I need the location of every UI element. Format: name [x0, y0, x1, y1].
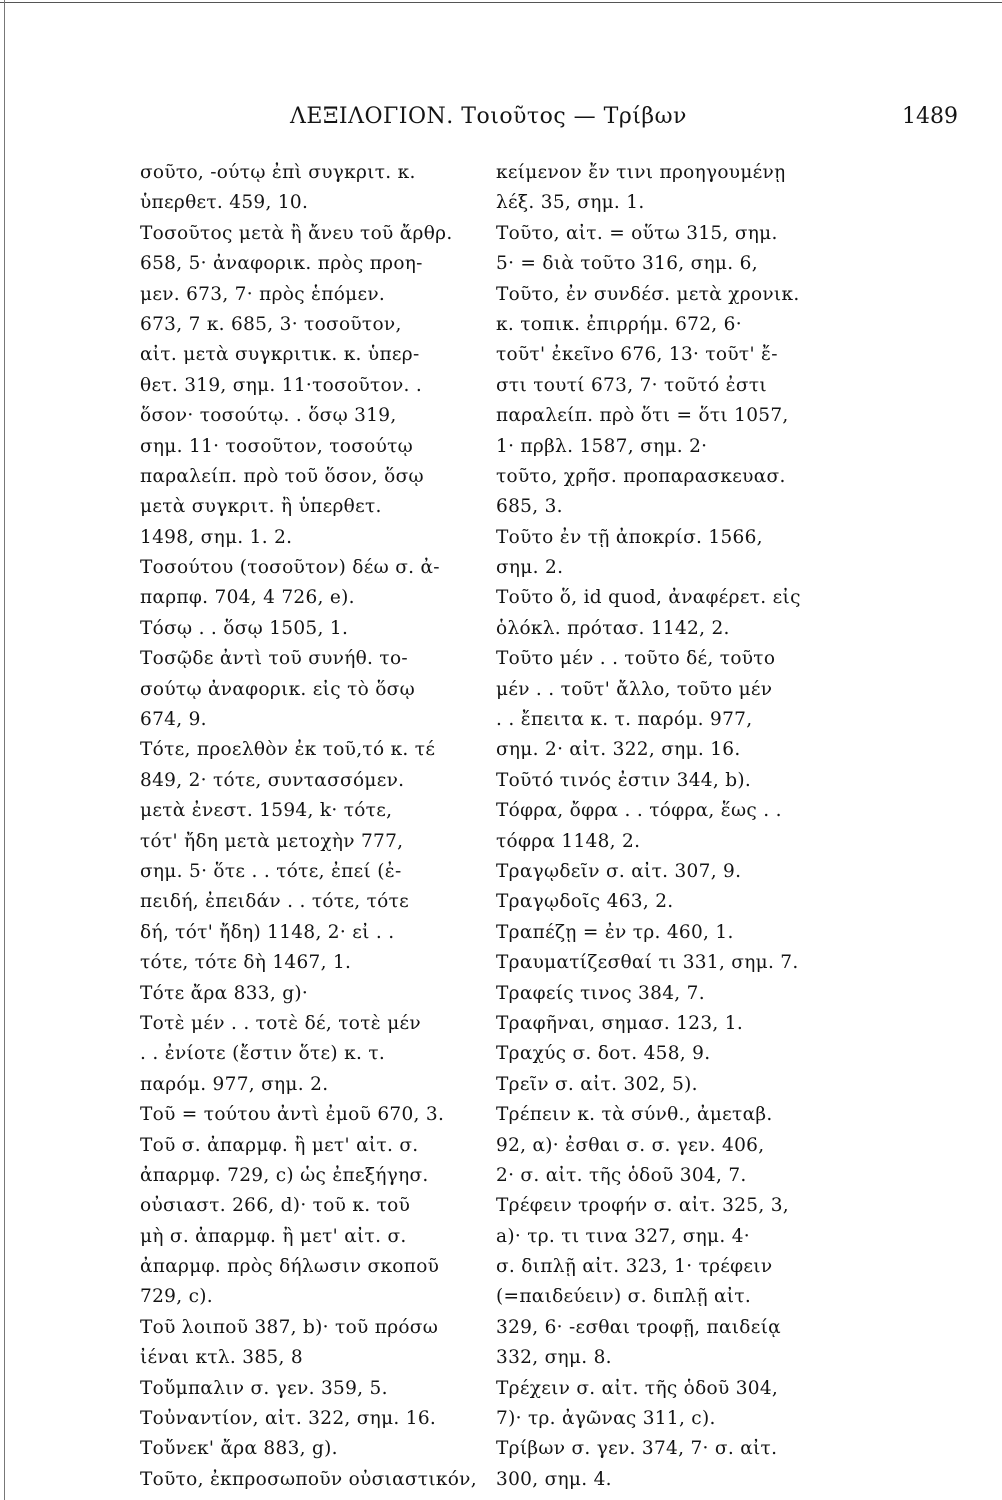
- index-entry-line: Τοσοῦτος μετὰ ἢ ἄνευ τοῦ ἄρθρ.: [140, 222, 453, 244]
- index-entry-line: 7)· τρ. ἀγῶνας 311, c).: [496, 1408, 716, 1430]
- index-entry-line: ἀπαρμφ. πρὸς δήλωσιν σκοποῦ: [140, 1256, 440, 1278]
- index-entry-line: τοῦτ' ἐκεῖνο 676, 13· τοῦτ' ἔ-: [496, 344, 778, 366]
- index-entry-line: Τοῦτο ὅ, id quod, ἀναφέρετ. εἰς: [496, 587, 801, 609]
- index-entry-line: 5· = διὰ τοῦτο 316, σημ. 6,: [496, 253, 758, 275]
- index-entry-line: 332, σημ. 8.: [496, 1347, 612, 1369]
- index-entry-line: Τοῦ σ. ἀπαρμφ. ἢ μετ' αἰτ. σ.: [140, 1134, 419, 1156]
- index-entry-line: Τοὐναντίον, αἰτ. 322, σημ. 16.: [140, 1408, 437, 1430]
- index-entry-line: 1498, σημ. 1. 2.: [140, 526, 293, 548]
- index-entry-line: Τόσῳ . . ὅσῳ 1505, 1.: [140, 617, 349, 639]
- index-entry-line: παρόμ. 977, σημ. 2.: [140, 1073, 329, 1095]
- index-entry-line: ἰέναι κτλ. 385, 8: [140, 1347, 303, 1369]
- index-entry-line: Τοῦτό τινός ἐστιν 344, b).: [496, 769, 752, 791]
- index-entry-line: Τραφείς τινος 384, 7.: [496, 982, 705, 1004]
- page-header: [0, 104, 1002, 140]
- index-entry-line: ὁλόκλ. πρότασ. 1142, 2.: [496, 617, 730, 639]
- index-entry-line: Τοτὲ μέν . . τοτὲ δέ, τοτὲ μέν: [140, 1012, 421, 1034]
- index-entry-line: θετ. 319, σημ. 11·τοσοῦτον. .: [140, 374, 423, 396]
- index-entry-line: λέξ. 35, σημ. 1.: [496, 192, 645, 214]
- index-entry-line: κείμενον ἔν τινι προηγουμένῃ: [496, 162, 786, 183]
- left-column: [140, 158, 500, 1495]
- index-entry-line: 92, α)· ἐσθαι σ. σ. γεν. 406,: [496, 1134, 765, 1156]
- index-entry-line: 673, 7 κ. 685, 3· τοσοῦτον,: [140, 313, 402, 335]
- index-entry-line: οὐσιαστ. 266, d)· τοῦ κ. τοῦ: [140, 1195, 411, 1217]
- index-entry-line: Τοσῷδε ἀντὶ τοῦ συνήθ. το-: [140, 648, 408, 670]
- index-entry-line: 329, 6· -εσθαι τροφῇ, παιδείᾳ: [496, 1316, 781, 1338]
- index-entry-line: σημ. 2· αἰτ. 322, σημ. 16.: [496, 739, 741, 761]
- index-entry-line: Τοῦτο, αἰτ. = οὕτω 315, σημ.: [496, 222, 778, 244]
- index-entry-line: ἀπαρμφ. 729, c) ὡς ἐπεξήγησ.: [140, 1164, 429, 1186]
- index-entry-line: Τότε ἄρα 833, g)·: [140, 982, 309, 1004]
- index-entry-line: Τότε, προελθὸν ἐκ τοῦ,τό κ. τέ: [140, 739, 436, 761]
- index-entry-line: μετὰ συγκριτ. ἢ ὑπερθετ.: [140, 496, 382, 518]
- index-entry-line: 685, 3.: [496, 496, 563, 518]
- scan-edge-left: [4, 0, 5, 1500]
- index-entry-line: μέν . . τοῦτ' ἄλλο, τοῦτο μέν: [496, 678, 773, 700]
- index-entry-line: Τραγῳδοῖς 463, 2.: [496, 891, 674, 913]
- index-entry-line: Τοσούτου (τοσοῦτον) δέω σ. ἀ-: [140, 557, 440, 579]
- index-entry-line: αἰτ. μετὰ συγκριτικ. κ. ὑπερ-: [140, 344, 420, 366]
- index-entry-line: Τρέχειν σ. αἰτ. τῆς ὁδοῦ 304,: [496, 1377, 779, 1399]
- index-entry-line: 300, σημ. 4.: [496, 1468, 612, 1490]
- index-entry-line: Τρέπειν κ. τὰ σύνθ., ἀμεταβ.: [496, 1104, 773, 1126]
- index-entry-line: ὑπερθετ. 459, 10.: [140, 192, 309, 214]
- index-entry-line: τόφρα 1148, 2.: [496, 830, 641, 852]
- index-entry-line: σούτῳ ἀναφορικ. εἰς τὸ ὅσῳ: [140, 678, 415, 700]
- index-entry-line: σημ. 11· τοσοῦτον, τοσούτῳ: [140, 435, 414, 457]
- index-entry-line: . . ἐνίοτε (ἔστιν ὅτε) κ. τ.: [140, 1043, 386, 1065]
- index-entry-line: σοῦτο, -ούτῳ ἐπὶ συγκριτ. κ.: [140, 162, 416, 183]
- index-entry-line: 849, 2· τότε, συντασσόμεν.: [140, 769, 405, 791]
- index-entry-line: Τραχύς σ. δοτ. 458, 9.: [496, 1043, 711, 1065]
- index-entry-line: τότ' ἤδη μετὰ μετοχὴν 777,: [140, 830, 404, 852]
- index-entry-line: 658, 5· ἀναφορικ. πρὸς προη-: [140, 253, 423, 275]
- index-entry-line: Τραγῳδεῖν σ. αἰτ. 307, 9.: [496, 860, 742, 882]
- index-entry-line: Τόφρα, ὄφρα . . τόφρα, ἕως . .: [496, 800, 782, 822]
- index-entry-line: a)· τρ. τι τινα 327, σημ. 4·: [496, 1225, 750, 1247]
- index-entry-line: Τραφῆναι, σημασ. 123, 1.: [496, 1012, 744, 1034]
- index-entry-line: ὅσον· τοσούτῳ. . ὅσῳ 319,: [140, 405, 397, 427]
- index-entry-line: Τοὔμπαλιν σ. γεν. 359, 5.: [140, 1377, 388, 1399]
- index-entry-line: σ. διπλῇ αἰτ. 323, 1· τρέφειν: [496, 1256, 773, 1278]
- index-entry-line: Τρέφειν τροφήν σ. αἰτ. 325, 3,: [496, 1195, 789, 1217]
- index-entry-line: παραλείπ. πρὸ τοῦ ὅσον, ὅσῳ: [140, 465, 424, 487]
- index-entry-line: Τοῦτο, ἐν συνδέσ. μετὰ χρονικ.: [496, 283, 800, 305]
- index-entry-line: Τρίβων σ. γεν. 374, 7· σ. αἰτ.: [496, 1438, 778, 1460]
- index-entry-line: Τοῦτο ἐν τῇ ἀποκρίσ. 1566,: [496, 526, 763, 548]
- index-entry-line: Τοῦ λοιποῦ 387, b)· τοῦ πρόσω: [140, 1316, 439, 1338]
- index-entry-line: στι τουτί 673, 7· τοῦτό ἐστι: [496, 374, 767, 396]
- index-entry-line: τοῦτο, χρῆσ. προπαρασκευασ.: [496, 465, 786, 487]
- index-entry-line: Τραπέζῃ = ἐν τρ. 460, 1.: [496, 921, 734, 943]
- index-entry-line: 729, c).: [140, 1286, 213, 1308]
- running-title: ΛΕΞΙΛΟΓΙΟΝ. Τοιοῦτος — Τρίβων: [290, 104, 687, 129]
- index-entry-line: τότε, τότε δὴ 1467, 1.: [140, 952, 352, 974]
- index-entry-line: παρπφ. 704, 4 726, e).: [140, 587, 355, 609]
- index-entry-line: Τοῦτο μέν . . τοῦτο δέ, τοῦτο: [496, 648, 776, 670]
- index-entry-line: μεν. 673, 7· πρὸς ἑπόμεν.: [140, 283, 386, 305]
- page-number: 1489: [902, 104, 958, 129]
- index-entry-line: σημ. 2.: [496, 557, 564, 579]
- index-entry-line: 674, 9.: [140, 709, 207, 731]
- index-entry-line: 2· σ. αἰτ. τῆς ὁδοῦ 304, 7.: [496, 1164, 747, 1186]
- index-entry-line: Τραυματίζεσθαί τι 331, σημ. 7.: [496, 952, 799, 974]
- index-entry-line: Τοὔνεκ' ἄρα 883, g).: [140, 1438, 338, 1460]
- index-entry-line: (=παιδεύειν) σ. διπλῇ αἰτ.: [496, 1286, 752, 1308]
- index-entry-line: Τοῦτο, ἐκπροσωποῦν οὐσιαστικόν,: [140, 1468, 477, 1490]
- index-entry-line: Τοῦ = τούτου ἀντὶ ἐμοῦ 670, 3.: [140, 1104, 445, 1126]
- index-entry-line: δή, τότ' ἤδη) 1148, 2· εἰ . .: [140, 921, 395, 943]
- scan-edge-top: [0, 2, 1002, 3]
- index-entry-line: 1· πρβλ. 1587, σημ. 2·: [496, 435, 708, 457]
- right-column: [496, 158, 876, 1495]
- index-entry-line: σημ. 5· ὅτε . . τότε, ἐπεί (ἐ-: [140, 860, 402, 882]
- index-entry-line: παραλείπ. πρὸ ὅτι = ὅτι 1057,: [496, 405, 789, 427]
- index-entry-line: . . ἔπειτα κ. τ. παρόμ. 977,: [496, 709, 753, 731]
- index-entry-line: μὴ σ. ἀπαρμφ. ἢ μετ' αἰτ. σ.: [140, 1225, 407, 1247]
- index-entry-line: Τρεῖν σ. αἰτ. 302, 5).: [496, 1073, 698, 1095]
- index-entry-line: πειδή, ἐπειδάν . . τότε, τότε: [140, 891, 410, 913]
- index-entry-line: μετὰ ἐνεστ. 1594, k· τότε,: [140, 800, 393, 822]
- index-entry-line: κ. τοπικ. ἐπιρρήμ. 672, 6·: [496, 313, 742, 335]
